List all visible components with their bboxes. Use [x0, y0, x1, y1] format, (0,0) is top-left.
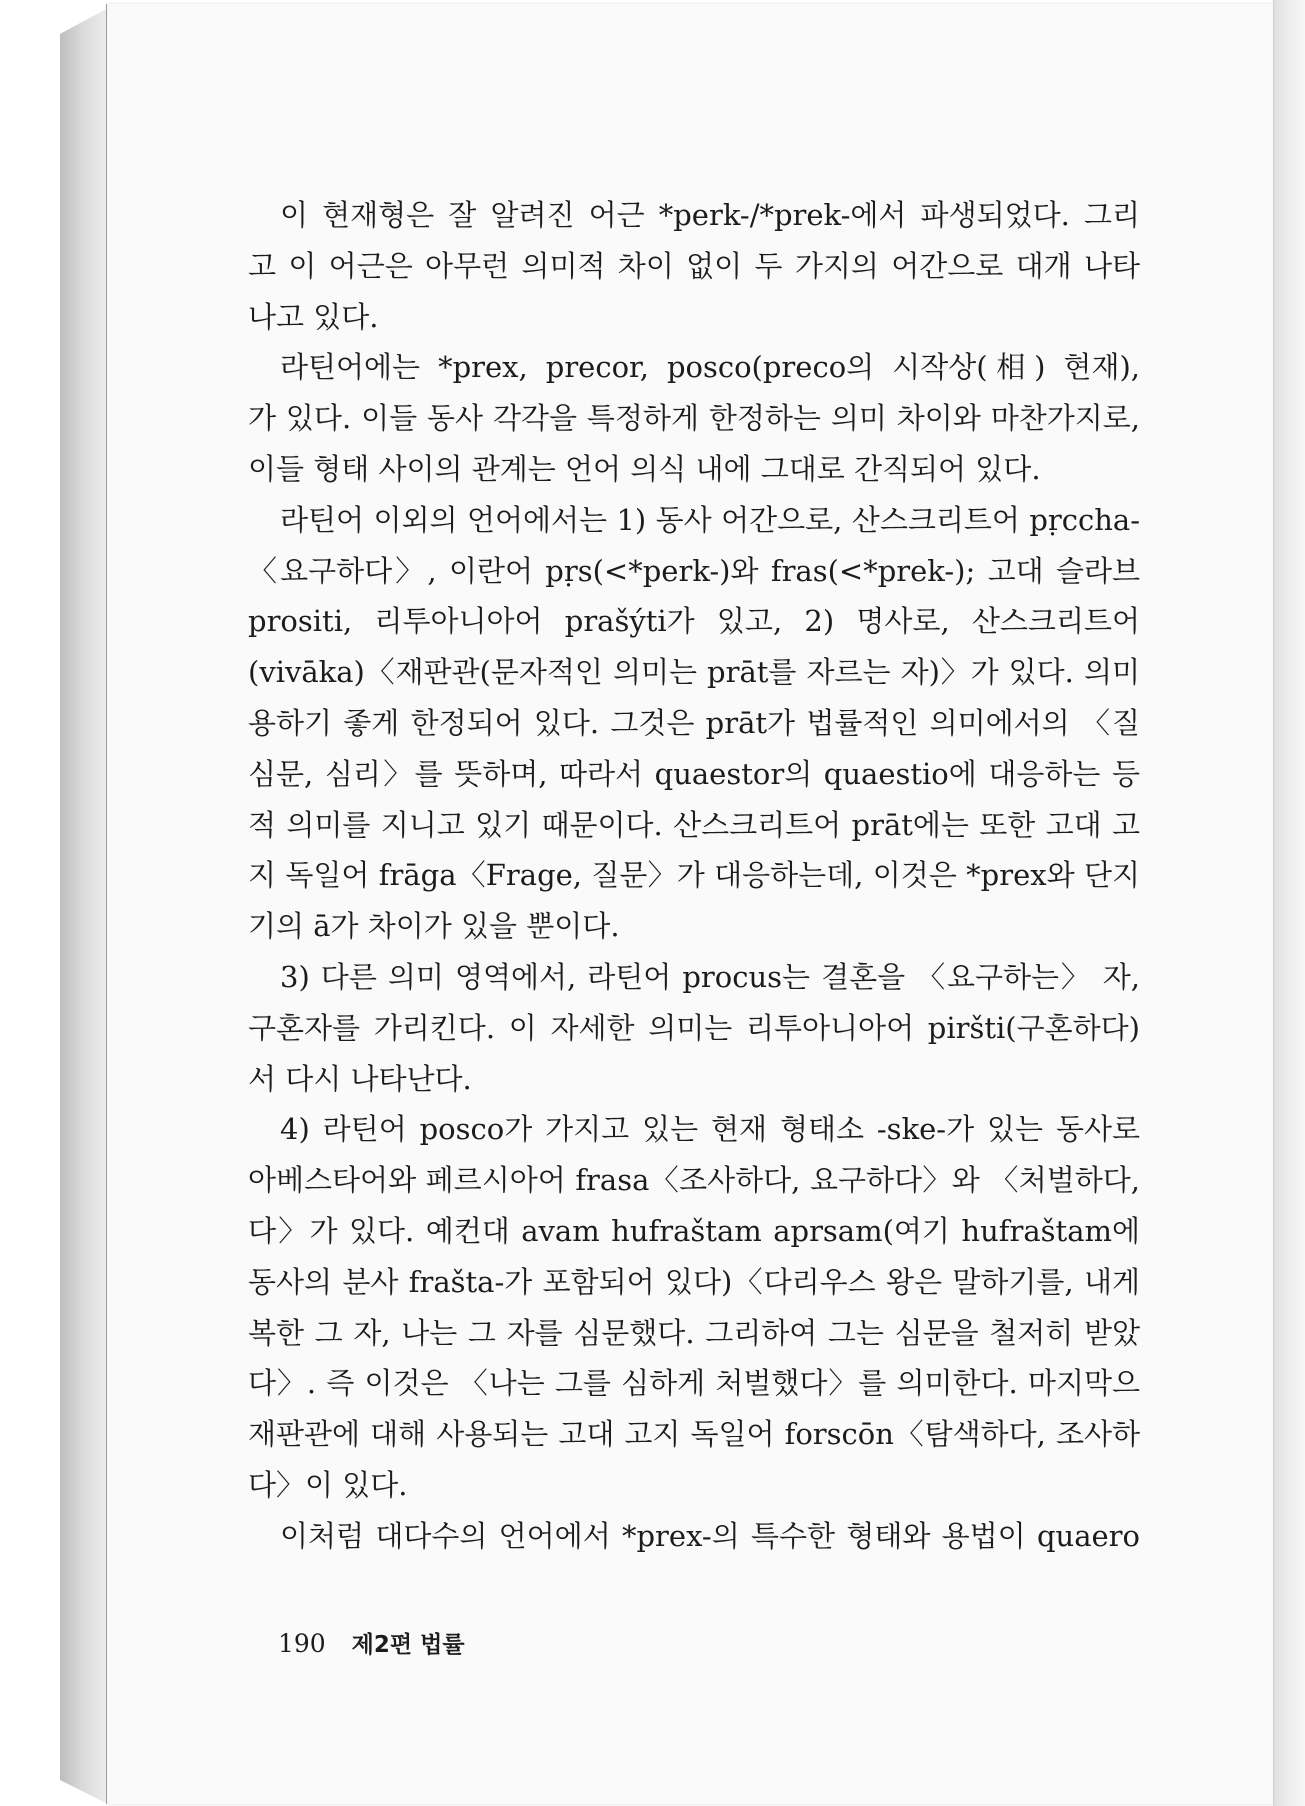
page-number: 190 [278, 1629, 326, 1658]
text-line: 나고 있다. [248, 299, 379, 334]
text-line: (vivāka)〈재판관(문자적인 의미는 prāt를 자르는 자)〉가 있다. 의미 [248, 655, 1140, 690]
text-line: 서 다시 나타난다. [248, 1061, 472, 1096]
text-line: 3) 다른 의미 영역에서, 라틴어 procus는 결혼을 〈요구하는〉 자, [280, 959, 1140, 994]
text-line: 기의 ā가 차이가 있을 뿐이다. [248, 909, 620, 944]
text-line: 다〉. 즉 이것은 〈나는 그를 심하게 처벌했다〉를 의미한다. 마지막으 [248, 1366, 1140, 1401]
text-line: 재판관에 대해 사용되는 고대 고지 독일어 forscōn〈탐색하다, 조사하 [248, 1417, 1140, 1452]
text-line: 복한 그 자, 나는 그 자를 심문했다. 그리하여 그는 심문을 철저히 받았 [248, 1315, 1140, 1350]
text-line: 이 현재형은 잘 알려진 어근 *perk-/*prek-에서 파생되었다. 그리 [280, 198, 1140, 232]
page-edge [1273, 0, 1305, 1806]
body-text [248, 190, 1140, 1562]
text-line: 아베스타어와 페르시아어 frasa〈조사하다, 요구하다〉와 〈처벌하다, [248, 1163, 1140, 1198]
text-line: 라틴어 이외의 언어에서는 1) 동사 어간으로, 산스크리트어 pṛccha- [280, 502, 1140, 537]
text-line: 용하기 좋게 한정되어 있다. 그것은 prāt가 법률적인 의미에서의 〈질 [248, 705, 1140, 740]
text-line: 이처럼 대다수의 언어에서 *prex-의 특수한 형태와 용법이 quaero [280, 1518, 1140, 1553]
text-line: 심문, 심리〉를 뜻하며, 따라서 quaestor의 quaestio에 대응하는 등 [248, 756, 1140, 791]
text-line: 다〉이 있다. [248, 1467, 408, 1502]
text-line: 구혼자를 가리킨다. 이 자세한 의미는 리투아니아어 piršti(구혼하다) [248, 1010, 1140, 1045]
section-title: 제2편 법률 [351, 1632, 465, 1658]
text-line: 적 의미를 지니고 있기 때문이다. 산스크리트어 prāt에는 또한 고대 고 [248, 807, 1140, 842]
text-line: 라틴어에는 *prex, precor, posco(preco의 시작상(相) 현재), [280, 350, 1140, 385]
text-line: 동사의 분사 frašta-가 포함되어 있다)〈다리우스 왕은 말하기를, 내게 [248, 1264, 1140, 1299]
text-line: prositi, 리투아니아어 prašýti가 있고, 2) 명사로, 산스크리트어 [248, 604, 1140, 639]
text-line: 〈요구하다〉, 이란어 pṛs(<*perk-)와 fras(<*prek-); 고대 슬라브 [248, 553, 1140, 588]
page-footer [278, 1626, 465, 1659]
text-line: 고 이 어근은 아무런 의미적 차이 없이 두 가지의 어간으로 대개 나타 [248, 248, 1140, 283]
text-line: 지 독일어 frāga〈Frage, 질문〉가 대응하는데, 이것은 *prex와 단지 [248, 858, 1140, 893]
book-spine [60, 8, 108, 1804]
text-line: 가 있다. 이들 동사 각각을 특정하게 한정하는 의미 차이와 마찬가지로, [248, 401, 1140, 436]
text-line: 4) 라틴어 posco가 가지고 있는 현재 형태소 -ske-가 있는 동사로 [280, 1112, 1140, 1147]
text-line: 이들 형태 사이의 관계는 언어 의식 내에 그대로 간직되어 있다. [248, 451, 1041, 486]
text-line: 다〉가 있다. 예컨대 avam hufraštam aprsam(여기 hufraštam에 [248, 1213, 1140, 1248]
